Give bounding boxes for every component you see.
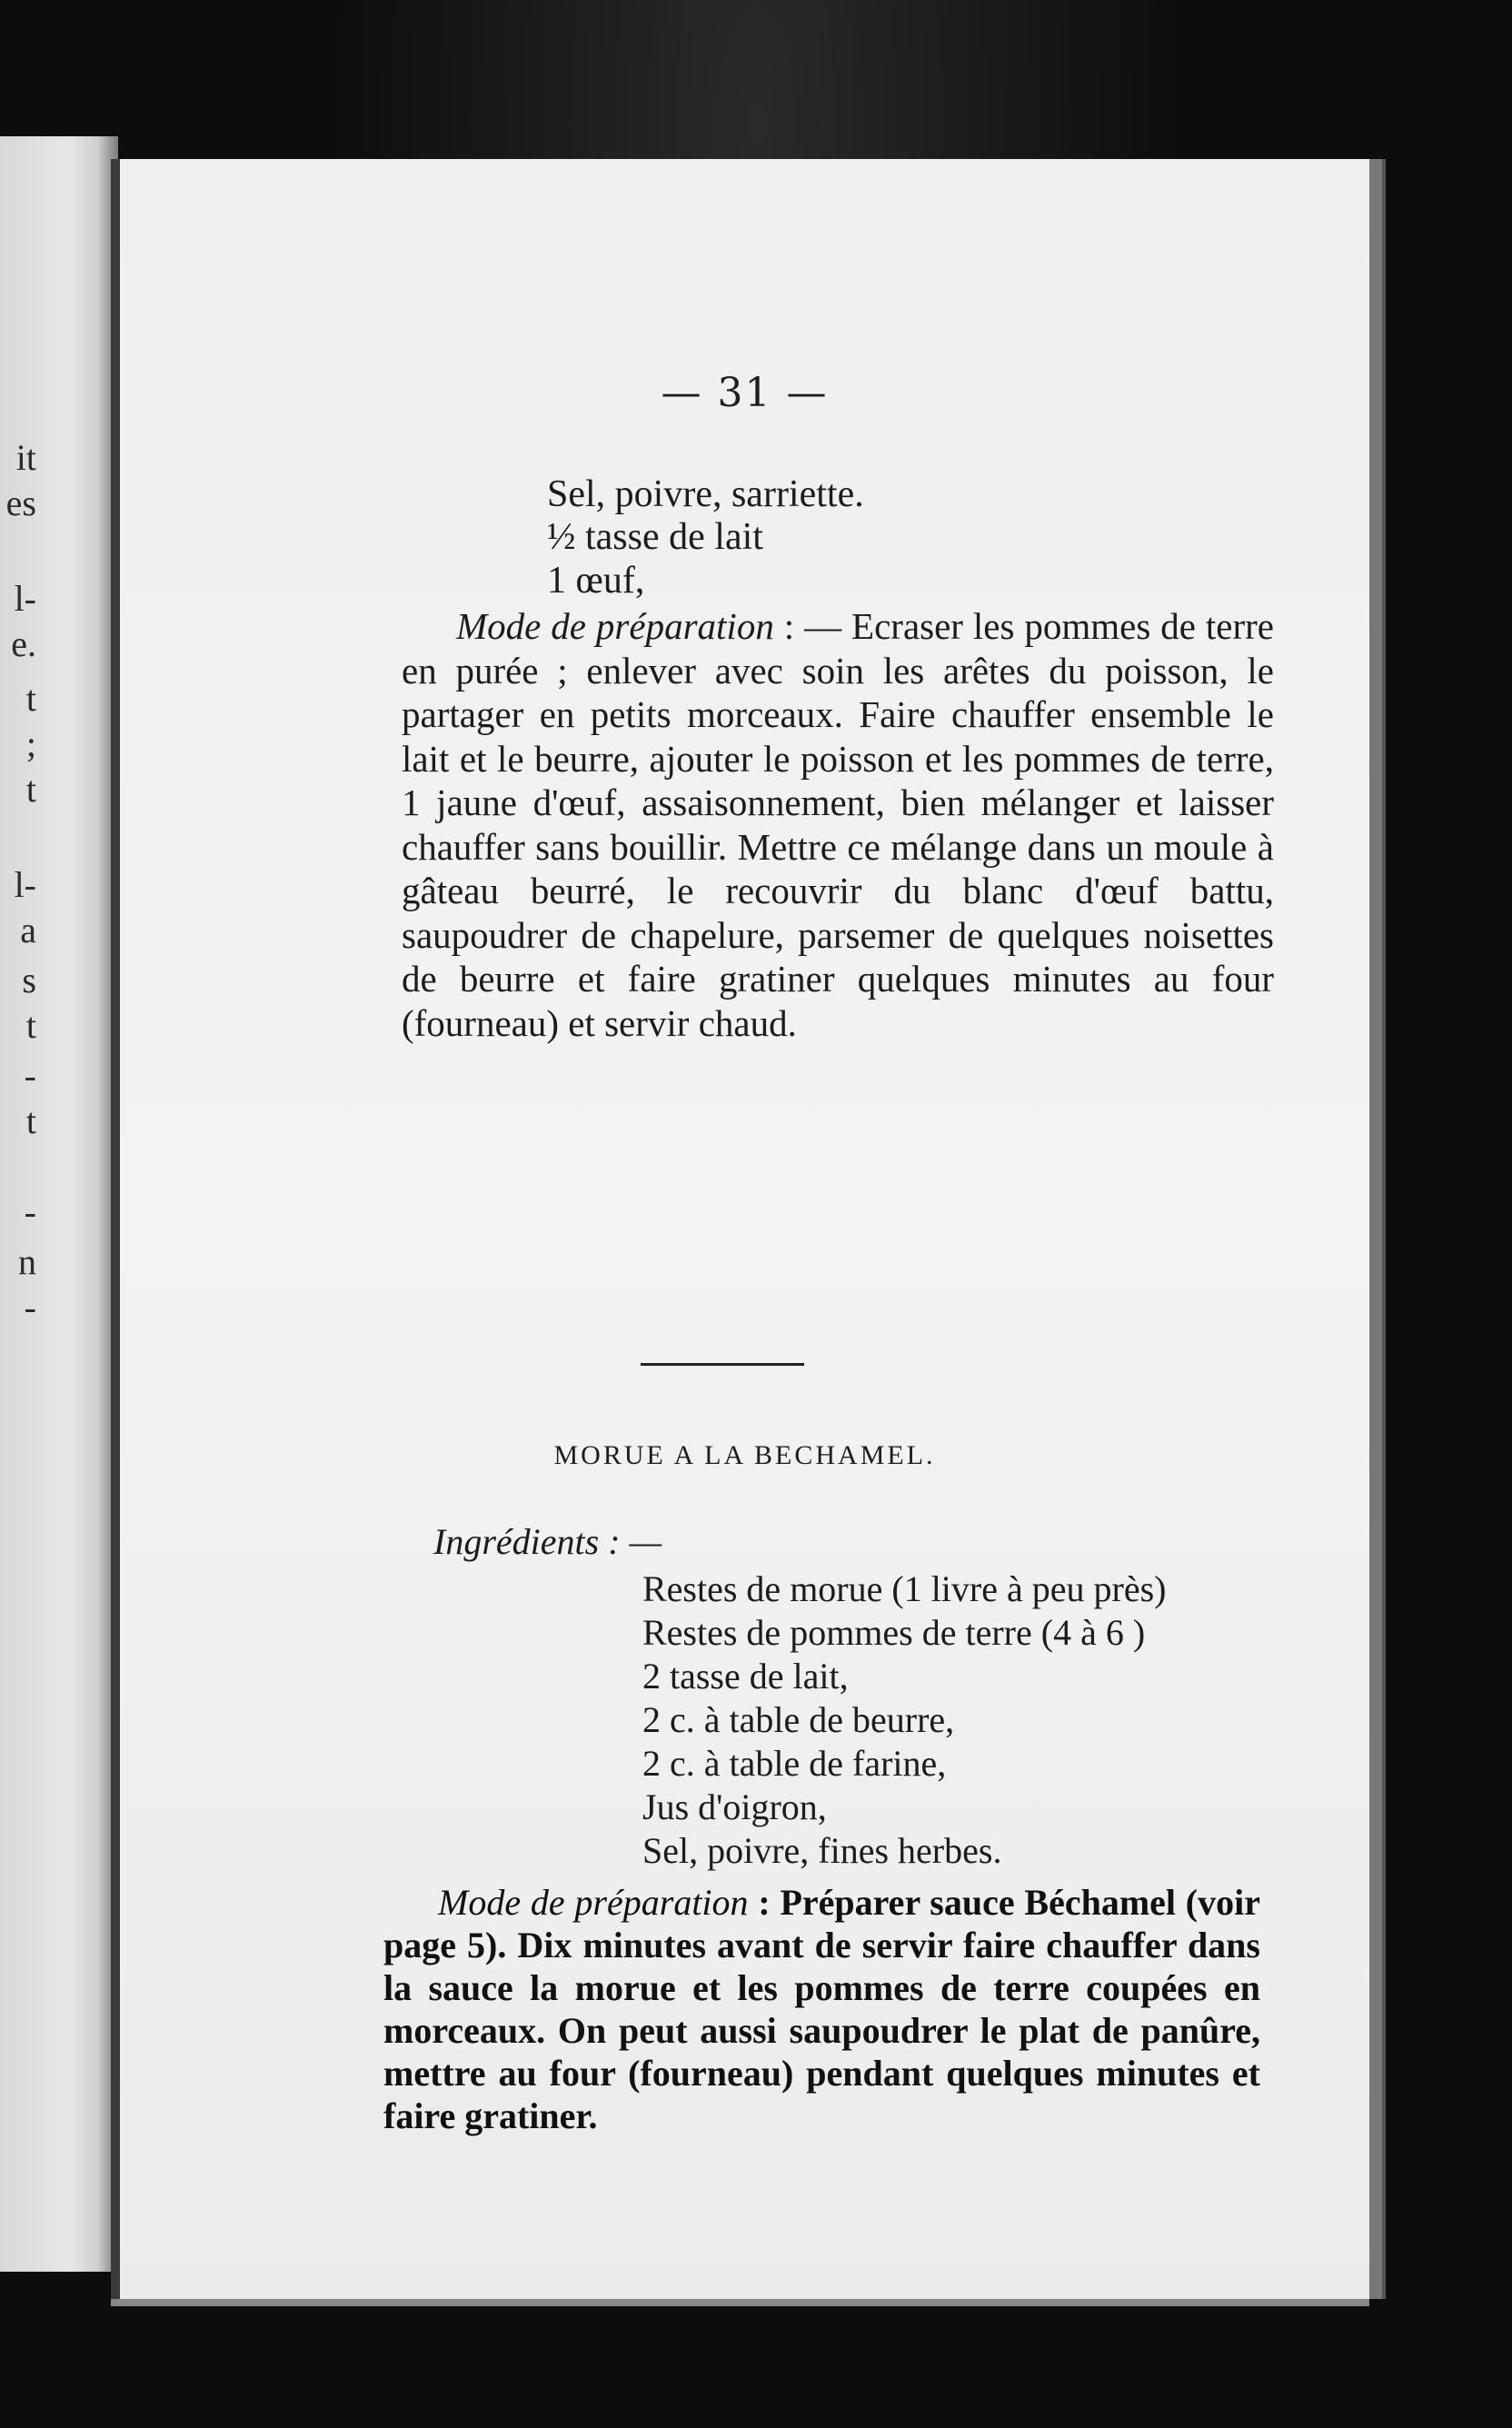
left-page-edge: [0, 136, 118, 2272]
left-page-fragment: it: [15, 437, 36, 478]
recipe-title: MORUE A LA BECHAMEL.: [553, 1440, 936, 1470]
preparation-paragraph: [383, 1881, 1260, 2137]
ingredient-line: ½ tasse de lait: [547, 516, 763, 558]
ingredient-line: Restes de morue (1 livre à peu près): [642, 1568, 1167, 1609]
left-page-fragment: t: [25, 1100, 36, 1141]
left-page-fragment: t: [25, 769, 36, 810]
left-page-fragment: l-: [14, 864, 36, 905]
ingredient-line: 2 c. à table de farine,: [642, 1743, 947, 1784]
ingredients-label: Ingrédients : —: [433, 1521, 662, 1562]
left-page-fragment: l-: [14, 578, 36, 619]
left-page-fragment: t: [25, 1005, 36, 1046]
left-page-fragment: ;: [25, 723, 36, 764]
preparation-text: : Préparer sauce Béchamel (voir page 5). Dix minutes avant de servir faire chauffer dans la sauce la morue et les pommes de terre coupées en morceaux. On peut aussi saupoudrer le plat de panûre, mettre au four (fourneau) pendant quelques minutes et faire gratiner.: [383, 1882, 1260, 2136]
ingredients-list: [642, 1567, 1166, 1873]
left-page-fragment: e.: [11, 623, 36, 664]
ingredient-line: 2 tasse de lait,: [642, 1656, 849, 1697]
ingredient-line: Sel, poivre, sarriette.: [547, 473, 864, 515]
ingredient-line: Jus d'oigron,: [642, 1786, 827, 1827]
ingredient-line: 1 œuf,: [547, 560, 645, 602]
section-divider: [641, 1363, 804, 1366]
ingredient-line: Restes de pommes de terre (4 à 6 ): [642, 1612, 1146, 1653]
left-page-fragment: -: [24, 1287, 36, 1328]
left-page-fragment: s: [22, 960, 36, 1000]
book-page: [111, 159, 1369, 2299]
left-page-fragment: a: [20, 910, 36, 950]
left-page-fragment: -: [24, 1191, 36, 1232]
left-page-fragment: n: [18, 1241, 36, 1282]
ingredient-line: Sel, poivre, fines herbes.: [642, 1830, 1002, 1871]
preparation-label: Mode de préparation: [456, 605, 774, 647]
left-page-fragment: es: [5, 483, 36, 523]
preparation-label: Mode de préparation: [438, 1882, 749, 1923]
ingredient-line: 2 c. à table de beurre,: [642, 1699, 955, 1740]
preparation-text: : — Ecraser les pommes de terre en purée ; enlever avec soin les arêtes du poisson, le partager en petits morceaux. Faire chauffer ensemble le lait et le beurre, ajouter le poisson et les pommes de terre, 1 jaune d'œuf, assaisonnement, bien mélanger et laisser chauffer sans bouillir. Mettre ce mélange dans un moule à gâteau beurré, le recouvrir du blanc d'œuf battu, saupoudrer de chapelure, parsemer de quelques noisettes de beurre et faire gratiner quelques minutes au four (fourneau) et servir chaud.: [402, 605, 1274, 1044]
left-page-fragment: t: [25, 678, 36, 719]
preparation-paragraph: [402, 604, 1274, 1045]
left-page-fragment: -: [24, 1055, 36, 1096]
page-number: — 31 —: [661, 370, 829, 416]
